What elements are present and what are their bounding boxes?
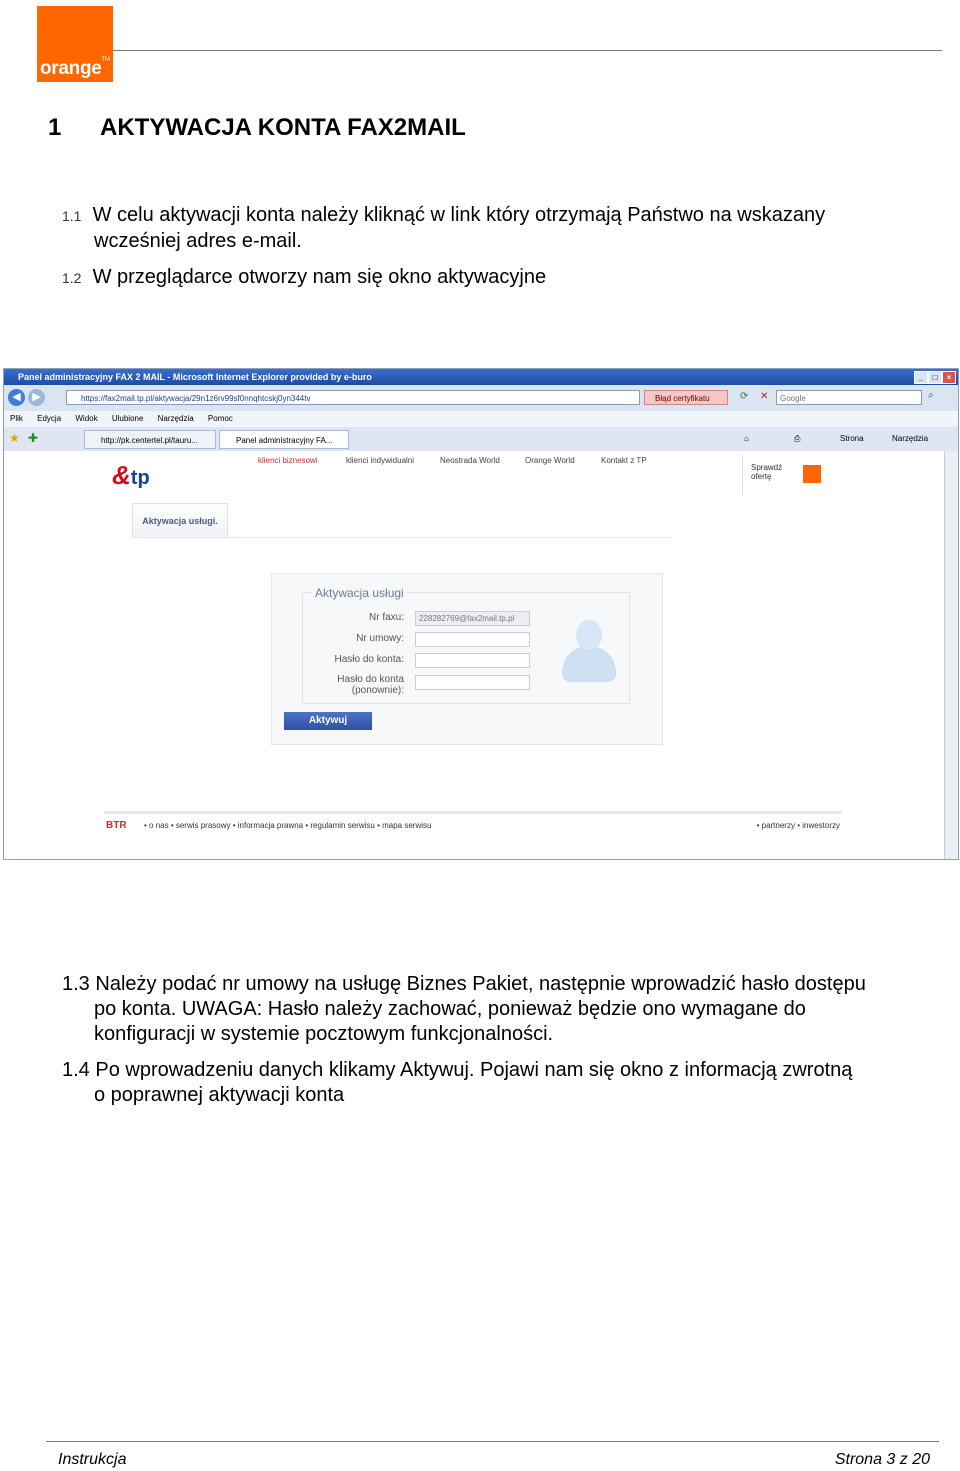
footer-divider	[46, 1441, 939, 1442]
logo-tm: TM	[101, 57, 110, 63]
nav-orange-world[interactable]: Orange World	[525, 456, 575, 465]
password-repeat-input[interactable]	[415, 675, 530, 690]
web-page	[4, 451, 944, 859]
step-text: W przeglądarce otworzy nam się okno aktywacyjne	[92, 266, 547, 288]
add-favorite-icon[interactable]: ✚	[28, 431, 39, 445]
window-title: Panel administracyjny FAX 2 MAIL - Microsoft Internet Explorer provided by e-buro	[18, 372, 372, 382]
close-icon[interactable]: ×	[942, 371, 956, 384]
address-input[interactable]: https://fax2mail.tp.pl/aktywacja/29n1z6rv99sf0nnqhtcskj0yn344tv	[66, 390, 640, 405]
step-1-2	[62, 265, 546, 291]
tab-pk-centertel[interactable]: http://pk.centertel.pl/tauru...	[84, 430, 216, 449]
tools-menu[interactable]: Narzędzia	[892, 434, 929, 443]
menu-pomoc[interactable]: Pomoc	[207, 414, 233, 423]
step-1-1	[62, 203, 825, 254]
browser-titlebar	[4, 369, 958, 385]
menu-widok[interactable]: Widok	[75, 414, 98, 423]
section-number: 1	[48, 114, 62, 141]
step-text: po konta. UWAGA: Hasło należy zachować, ponieważ będzie ono wymagane do	[94, 998, 806, 1020]
header-divider	[113, 50, 942, 51]
tab-divider	[132, 537, 672, 538]
step-number: 1.1	[62, 208, 82, 224]
browser-screenshot	[3, 368, 959, 860]
fax-number-field: 228282769@fax2mail.tp.pl	[415, 611, 530, 626]
step-text: o poprawnej aktywacji konta	[94, 1084, 345, 1106]
menu-plik[interactable]: Plik	[10, 414, 23, 423]
promo-line: Sprawdź	[751, 463, 783, 472]
fieldset-legend: Aktywacja usługi	[312, 586, 407, 600]
promo-box[interactable]	[742, 455, 838, 495]
address-toolbar	[4, 385, 958, 411]
menu-narzedzia[interactable]: Narzędzia	[157, 414, 194, 423]
step-number: 1.4	[62, 1059, 90, 1081]
home-icon[interactable]: ⌂	[744, 434, 749, 443]
step-1-3	[62, 972, 866, 1047]
password-input[interactable]	[415, 653, 530, 668]
footer-links-right[interactable]: • partnerzy • inwestorzy	[756, 821, 840, 830]
logo-text: orange	[40, 58, 102, 79]
step-text: Po wprowadzeniu danych klikamy Aktywuj. Pojawi nam się okno z informacją zwrotną	[95, 1059, 853, 1081]
minimize-icon[interactable]: _	[914, 371, 928, 384]
footer-links[interactable]: • o nas • serwis prasowy • informacja prawna • regulamin serwisu • mapa serwisu	[144, 821, 432, 830]
label-haslo: Hasło do konta:	[334, 654, 404, 665]
nav-kontakt[interactable]: Kontakt z TP	[601, 456, 647, 465]
step-number: 1.2	[62, 270, 82, 286]
tp-logo: &tp	[112, 460, 150, 490]
menu-bar	[4, 411, 958, 427]
search-icon[interactable]: ⌕	[928, 390, 934, 401]
contract-number-input[interactable]	[415, 632, 530, 647]
search-input[interactable]: Google	[776, 390, 922, 405]
user-avatar-icon	[562, 620, 616, 682]
page-number: Strona 3 z 20	[834, 1451, 930, 1468]
print-icon[interactable]: ⎙	[794, 434, 801, 443]
favorites-star-icon[interactable]: ★	[9, 431, 20, 445]
section-heading	[48, 114, 466, 142]
step-1-4	[62, 1058, 852, 1108]
vertical-scrollbar[interactable]	[944, 451, 958, 859]
step-text: W celu aktywacji konta należy kliknąć w link który otrzymają Państwo na wskazany	[92, 204, 826, 226]
orange-mini-logo	[803, 465, 821, 483]
tab-panel-administracyjny[interactable]: Panel administracyjny FA...	[219, 430, 349, 449]
promo-line: ofertę	[751, 472, 772, 481]
certificate-error[interactable]: Błąd certyfikatu	[644, 390, 728, 405]
nav-neostrada-world[interactable]: Neostrada World	[440, 456, 500, 465]
tab-bar	[4, 427, 958, 452]
step-text: konfiguracji w systemie pocztowym funkcjonalności.	[94, 1023, 554, 1045]
stop-icon[interactable]: ✕	[760, 391, 769, 402]
menu-ulubione[interactable]: Ulubione	[111, 414, 144, 423]
btr-logo: BTR	[106, 820, 127, 831]
label-haslo-ponownie: Hasło do konta	[337, 674, 404, 685]
nav-klienci-biznesowi[interactable]: klienci biznesowi	[258, 456, 318, 465]
menu-edycja[interactable]: Edycja	[37, 414, 62, 423]
step-number: 1.3	[62, 973, 90, 995]
tab-aktywacja[interactable]: Aktywacja usługi.	[132, 503, 228, 538]
step-text: wcześniej adres e-mail.	[94, 230, 302, 252]
forward-icon[interactable]: ▶	[28, 389, 45, 406]
nav-klienci-indywidualni[interactable]: klienci indywidualni	[346, 456, 415, 465]
label-nr-faxu: Nr faxu:	[368, 612, 404, 623]
footer-left: Instrukcja	[58, 1451, 127, 1468]
label-nr-umowy: Nr umowy:	[356, 633, 404, 644]
back-icon[interactable]: ◀	[8, 389, 25, 406]
activation-panel	[271, 573, 663, 745]
label-haslo-ponownie-2: (ponownie):	[351, 685, 404, 696]
site-footer	[104, 811, 842, 840]
step-text: Należy podać nr umowy na usługę Biznes Pakiet, następnie wprowadzić hasło dostępu	[95, 973, 866, 995]
section-title: AKTYWACJA KONTA FAX2MAIL	[100, 114, 466, 141]
orange-logo	[37, 6, 113, 82]
refresh-icon[interactable]: ⟳	[740, 391, 749, 402]
page-menu[interactable]: Strona	[840, 434, 864, 443]
maximize-icon[interactable]: □	[928, 371, 942, 384]
aktywuj-button[interactable]: Aktywuj	[284, 712, 372, 730]
